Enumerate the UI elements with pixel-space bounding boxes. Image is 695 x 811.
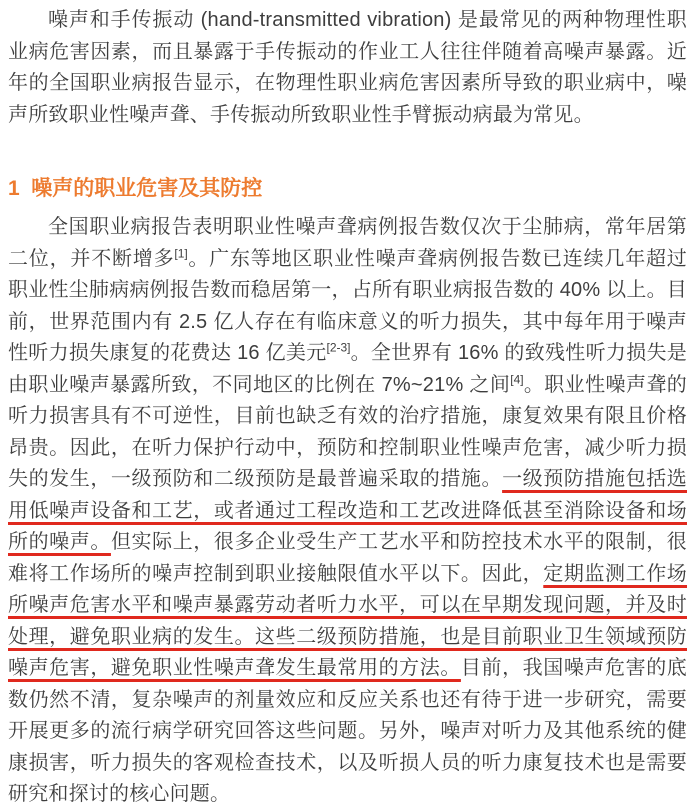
section-number: 1 (8, 177, 20, 200)
text-run: 全国职业病报告表明职业性噪声聋病例报告数仅次于尘肺病，常年居第二位，并不断增多 (8, 216, 687, 270)
text-run: 但实际上，很多企业受生产工艺水平和防控技术水平的限制，很难将工作场所的噪声控制到职业接触限值水平以下。因此， (8, 531, 687, 585)
text-run: 。广东等地区职业性噪声聋病例报告数已连续几年超过职业性尘肺病病例报告数而稳居第一，占所有职业病报告数的 40% 以上。目前，世界范围内有 2.5 亿人存在有临床意义的听力损失，其中每年用于噪声性听力损失康复的花费达 16 亿美元 (8, 247, 687, 364)
underline-annotation: 定期监测工作场所噪声危害水平和噪声暴露劳动者听力水平，可以在早期发现问题，并及时处理，避免职业病的发生。这些二级预防措施，也是目前职业卫生领域预防噪声危害，避免职业性噪声聋发生最常用的方法。 (8, 562, 688, 679)
intro-paragraph: 噪声和手传振动 (hand-transmitted vibration) 是最常见的两种物理性职业病危害因素，而且暴露于手传振动的作业工人往往伴随着高噪声暴露。近年的全国职业病报告显示，在物理性职业病危害因素所导致的职业病中，噪声所致职业性噪声聋、手传振动所致职业性手臂振动病最为常见。 (8, 9, 687, 126)
citation-superscript: [1] (174, 245, 188, 260)
underline-annotation: 一级预防措施包括选用低噪声设备和工艺，或者通过工程改造和工艺改进降低甚至消除设备和场所的噪声。 (8, 468, 687, 553)
text-run: 。全世界有 16% 的致残性听力损失是由职业噪声暴露所致，不同地区的比例在 7%~21% 之间 (8, 342, 687, 396)
section-paragraph (8, 212, 687, 811)
section-title: 噪声的职业危害及其防控 (31, 177, 263, 200)
section-heading (8, 175, 687, 203)
citation-superscript: [4] (510, 371, 524, 386)
text-run: 目前，我国噪声危害的底数仍然不清，复杂噪声的剂量效应和反应关系也还有待于进一步研究，需要开展更多的流行病学研究回答这些问题。另外，噪声对听力及其他系统的健康损害，听力损失的客观检查技术，以及听损人员的听力康复技术也是需要研究和探讨的核心问题。 (8, 657, 687, 805)
text-run: 。职业性噪声聋的听力损害具有不可逆性，目前也缺乏有效的治疗措施，康复效果有限且价格昂贵。因此，在听力保护行动中，预防和控制职业性噪声危害，减少听力损失的发生，一级预防和二级预防是最普遍采取的措施。 (8, 373, 688, 490)
citation-superscript: [2-3] (326, 340, 351, 355)
